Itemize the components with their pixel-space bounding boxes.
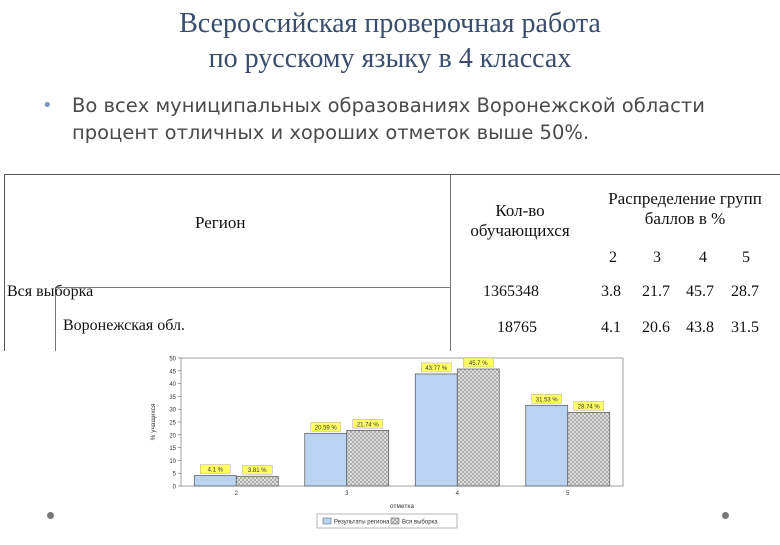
data-label: 45.7 % bbox=[468, 361, 488, 368]
data-label: 43.77 % bbox=[425, 365, 448, 372]
row-count-all: 1365348 bbox=[483, 283, 539, 300]
data-label: 4.1 % bbox=[207, 467, 223, 474]
y-tick-label: 5 bbox=[172, 471, 176, 478]
header-region: Регион bbox=[195, 213, 246, 232]
x-axis-label: отметка bbox=[390, 503, 414, 510]
bullet-point bbox=[42, 92, 742, 146]
grade-header-4: 4 bbox=[699, 249, 707, 266]
table-divider bbox=[55, 287, 450, 288]
y-tick-label: 35 bbox=[169, 394, 176, 401]
y-tick-label: 15 bbox=[169, 446, 176, 453]
header-distribution: Распределение групп баллов в % bbox=[608, 189, 762, 228]
y-tick-label: 0 bbox=[172, 484, 176, 491]
bar-all-2 bbox=[236, 476, 278, 486]
slide-title bbox=[0, 6, 780, 76]
grade-header-5: 5 bbox=[742, 249, 750, 266]
bar-region-2 bbox=[194, 476, 236, 486]
row-value: 31.5 bbox=[731, 319, 759, 336]
legend-swatch bbox=[391, 518, 399, 524]
bar-chart bbox=[145, 350, 635, 540]
row-value: 20.6 bbox=[642, 319, 670, 336]
title-line-2: по русскому языку в 4 классах bbox=[208, 43, 572, 74]
bar-region-5 bbox=[526, 405, 568, 486]
row-value: 28.7 bbox=[731, 283, 759, 300]
results-table bbox=[4, 174, 780, 351]
row-value: 45.7 bbox=[686, 283, 714, 300]
row-region-all: Вся выборка bbox=[7, 283, 94, 300]
bar-chart-svg bbox=[145, 350, 635, 540]
row-count-voronezh: 18765 bbox=[497, 319, 537, 336]
row-value: 4.1 bbox=[601, 319, 621, 336]
row-value: 3.8 bbox=[601, 283, 621, 300]
y-tick-label: 45 bbox=[169, 369, 176, 376]
slide-corner-dot bbox=[722, 512, 729, 519]
x-tick-label: 2 bbox=[234, 491, 238, 497]
table-divider bbox=[450, 175, 451, 351]
legend-swatch bbox=[323, 518, 331, 524]
row-region-voronezh: Воронежская обл. bbox=[63, 317, 185, 334]
data-label: 28.74 % bbox=[577, 404, 600, 411]
x-tick-label: 4 bbox=[455, 491, 459, 497]
y-tick-label: 20 bbox=[169, 433, 176, 440]
y-axis-label: % учащихся bbox=[150, 403, 157, 441]
row-value: 43.8 bbox=[686, 319, 714, 336]
y-tick-label: 40 bbox=[169, 382, 176, 389]
y-tick-label: 25 bbox=[169, 420, 176, 427]
y-tick-label: 30 bbox=[169, 407, 176, 414]
bar-all-4 bbox=[457, 369, 499, 486]
bar-all-5 bbox=[568, 412, 610, 486]
slide-corner-dot bbox=[47, 512, 54, 519]
legend-label: Результаты региона bbox=[334, 519, 390, 526]
x-tick-label: 5 bbox=[566, 491, 570, 497]
header-count: Кол-во обучающихся bbox=[470, 201, 570, 240]
data-label: 21.74 % bbox=[356, 422, 379, 429]
data-label: 3.81 % bbox=[247, 468, 267, 475]
data-label: 20.59 % bbox=[314, 425, 337, 432]
bullet-dot-icon: • bbox=[42, 95, 53, 116]
row-value: 21.7 bbox=[642, 283, 670, 300]
bar-region-3 bbox=[305, 433, 347, 486]
grade-header-2: 2 bbox=[609, 249, 617, 266]
bar-all-3 bbox=[347, 430, 389, 486]
grade-header-3: 3 bbox=[653, 249, 661, 266]
y-tick-label: 10 bbox=[169, 458, 176, 465]
y-tick-label: 50 bbox=[169, 356, 176, 363]
bar-region-4 bbox=[415, 374, 457, 486]
x-tick-label: 3 bbox=[345, 491, 349, 497]
data-label: 31.53 % bbox=[535, 397, 558, 404]
title-line-1: Всероссийская проверочная работа bbox=[179, 8, 601, 39]
bullet-text: Во всех муниципальных образованиях Воронежской области процент отличных и хороших отметок выше 50%. bbox=[72, 94, 705, 144]
legend-label: Вся выборка bbox=[402, 519, 438, 526]
